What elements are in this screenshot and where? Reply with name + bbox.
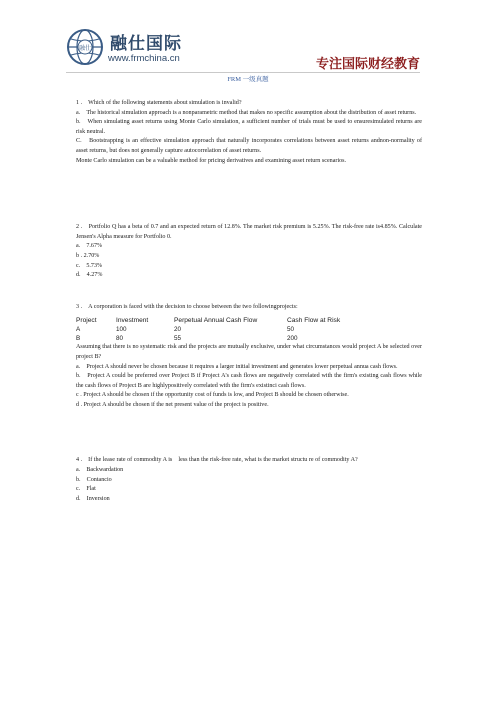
question-3-option-a: a. Project A should never be chosen because it requires a larger initial investment and generates lower perpetual annua cash flows. xyxy=(76,363,398,370)
table-cell: 80 xyxy=(116,335,124,343)
globe-icon xyxy=(66,28,104,66)
table-header: Investment xyxy=(116,317,149,325)
question-2-option-d: d. 4.27% xyxy=(76,272,103,279)
table-cell: A xyxy=(76,326,81,334)
question-3-option-d: d . Project A should be chosen if the net present value of the project is positive. xyxy=(76,401,269,408)
question-3-option-b: b. Project A could be preferred over Project B if Project A's cash flows are negatively correlated with the firm's existing cash flows while the cash flows of Project B are highlypositively correlated with the firm's existinci cash flows. xyxy=(76,373,422,389)
table-cell: 50 xyxy=(287,326,295,334)
brand-url: www.frmchina.cn xyxy=(108,53,180,64)
svg-text:融仕: 融仕 xyxy=(78,45,92,52)
document-title: FRM 一级真题 xyxy=(227,76,269,83)
table-cell: 100 xyxy=(116,326,127,334)
question-3-option-c: c . Project A should be chosen if the opportunity cost of funds is low, and Project B should be chosen otherwise. xyxy=(76,392,349,399)
slogan: 专注国际财经教育 xyxy=(315,57,420,72)
table-header: Cash Flow at Risk xyxy=(287,317,341,325)
table-row xyxy=(76,334,377,343)
question-2-option-c: c. 5.73% xyxy=(76,262,103,269)
table-cell: B xyxy=(76,335,81,343)
question-4-option-d: d. Inversion xyxy=(76,495,110,502)
projects-table xyxy=(76,316,377,343)
header-divider xyxy=(66,72,420,73)
table-header: Perpetual Annual Cash Flow xyxy=(174,317,258,325)
question-4-option-b: b. Contancio xyxy=(76,476,112,483)
question-2-option-b: b . 2.70% xyxy=(76,252,100,259)
table-cell: 200 xyxy=(287,335,298,343)
question-1-option-b: b. When simulating asset returns using Monte Carlo simulation, a sufficient number of trials must be used to ensuresimulated returns are risk neutral. xyxy=(76,119,422,135)
table-row xyxy=(76,325,377,334)
question-3-intro: Assuming that there is no systematic risk and the projects are mutually exclusive, under what circumstances would project A be selected over project B? xyxy=(76,344,422,360)
question-2-stem: 2 . Portfolio Q has a beta of 0.7 and an expected return of 12.8%. The market risk premium is 5.25%. The risk-free rate is4.85%. Calculate Jensen's Alpha measure for Portfolio 0. xyxy=(76,224,422,240)
question-1-option-a: a. The historical simulation approach is a nonparametric method that makes no specific assumption about the distribution of asset returns. xyxy=(76,109,417,116)
brand-name: 融仕国际 xyxy=(110,34,182,54)
question-1-option-c: C. Bootstrapping is an effective simulation approach that naturally incorporates correlations between asset returns andnon-normality of asset returns, but does not generally capture autocorrelation of asset returns. xyxy=(76,138,422,154)
question-1-option-d: Monte Carlo simulation can be a valuable method for pricing derivatives and examining asset return scenarios. xyxy=(76,157,347,164)
table-header: Project xyxy=(76,317,97,325)
company-logo xyxy=(66,28,186,72)
question-3-stem: 3 . A corporation is faced with the decision to choose between the two followingprojects: xyxy=(76,303,298,310)
exam-content xyxy=(76,99,422,504)
question-2-option-a: a. 7.67% xyxy=(76,243,103,250)
table-cell: 55 xyxy=(174,335,182,343)
question-4-option-c: c. Flat xyxy=(76,486,96,493)
question-4-stem: 4 . If the lease rate of commodity A is less than the risk-free rate, what is the market structu re of commodity A? xyxy=(76,457,358,464)
table-cell: 20 xyxy=(174,326,182,334)
question-4-option-a: a. Backwardation xyxy=(76,467,124,474)
question-1-stem: 1 . Which of the following statements about simulation is invalid? xyxy=(76,100,242,106)
table-header-row xyxy=(76,316,377,325)
